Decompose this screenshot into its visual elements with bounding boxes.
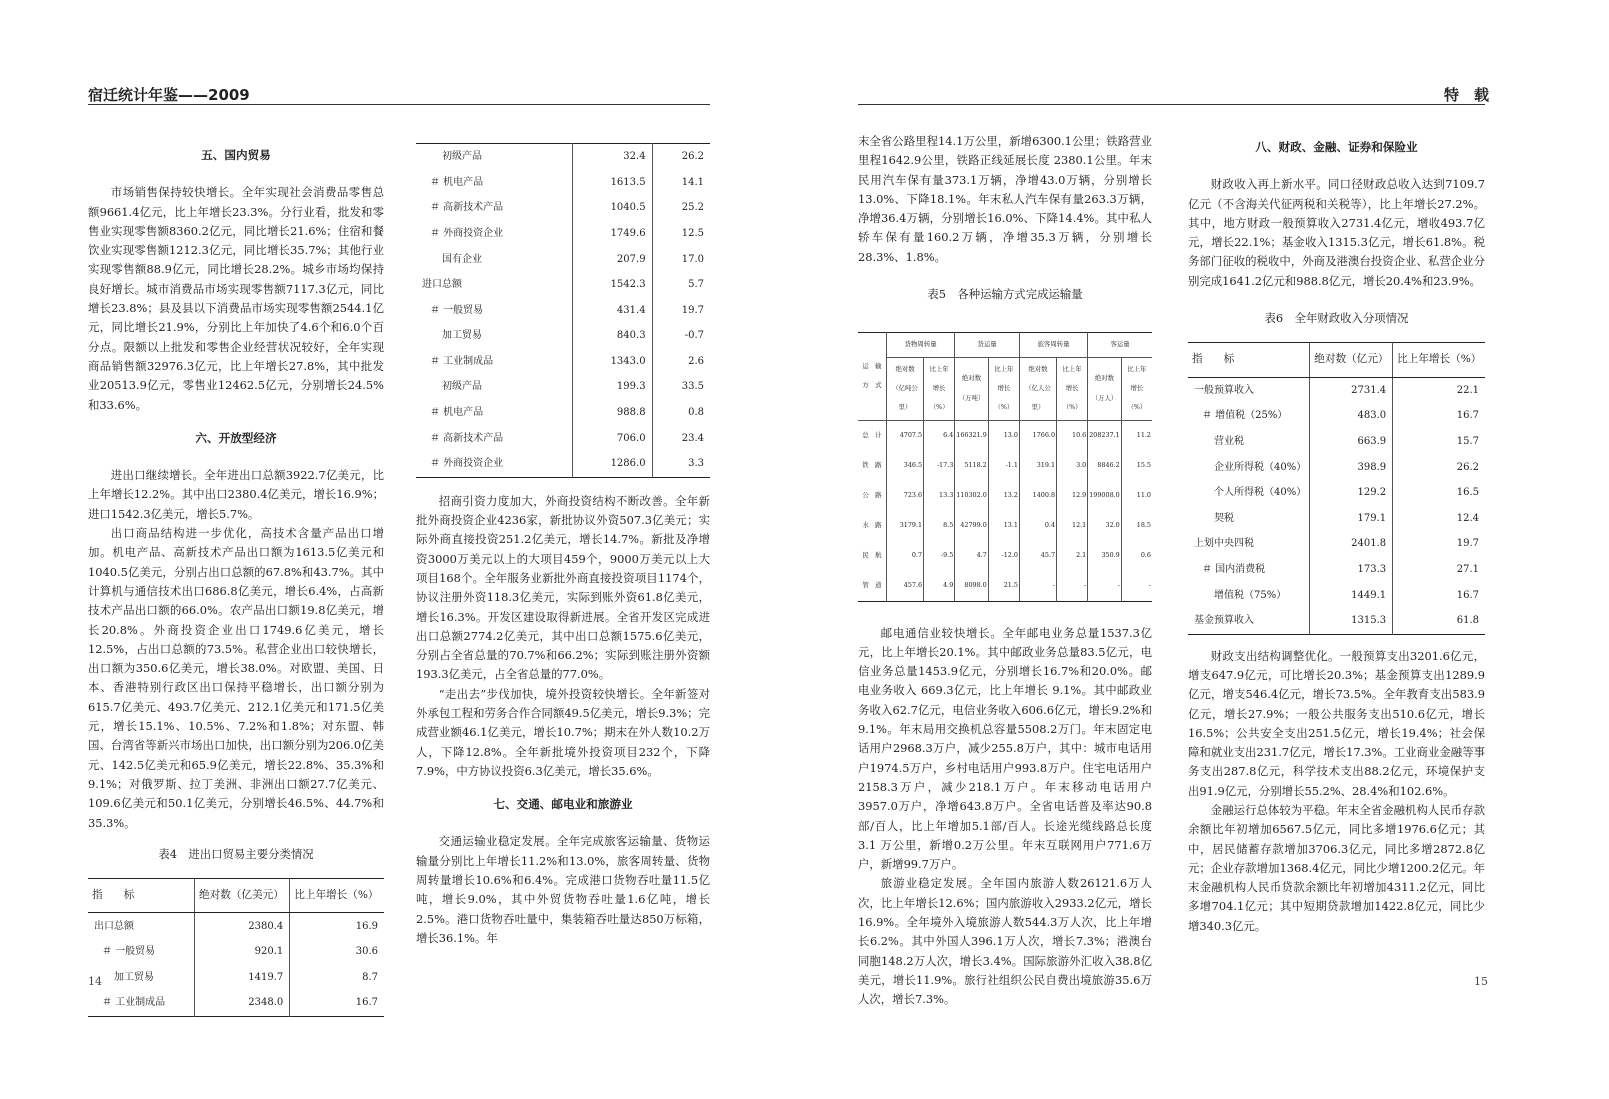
row-label: 上划中央四税	[1188, 531, 1310, 557]
table-header: 货运量	[955, 333, 1020, 357]
row-label: 铁 路	[858, 451, 887, 481]
row-label: ＃ 工业制成品	[416, 349, 572, 375]
row-label: 公 路	[858, 481, 887, 511]
left-column-1	[88, 132, 384, 1017]
row-label: ＃ 一般贸易	[416, 298, 572, 324]
table-cell: 10.6	[1057, 420, 1088, 451]
table-row	[88, 913, 384, 939]
table-subheader: 比上年 增长（%）	[988, 357, 1019, 420]
section-title-transport: 七、交通、邮电业和旅游业	[493, 797, 633, 812]
row-value-growth: 3.3	[688, 458, 704, 470]
row-value-growth: 25.2	[681, 202, 704, 214]
table-cell: 199008.0	[1088, 481, 1122, 511]
row-label: 增值税（75%）	[1188, 582, 1310, 608]
row-value-absolute: 706.0	[572, 426, 652, 452]
row-value-absolute: 32.4	[572, 144, 652, 170]
row-value-absolute: 129.2	[1310, 480, 1393, 506]
row-value-growth: 2.6	[688, 355, 704, 367]
table-row	[858, 420, 1152, 451]
row-label: ＃ 外商投资企业	[416, 451, 572, 477]
row-value-growth: 12.5	[681, 227, 704, 239]
table-row	[416, 426, 710, 452]
table-cell: 0.6	[1121, 541, 1152, 571]
paragraph: 邮电通信业较快增长。全年邮电业务总量1537.3亿元，比上年增长20.1%。其中邮政业务总量83.5亿元，电信业务总量1453.9亿元，分别增长16.7%和20.0%。邮电业务收入 669.3亿元，比上年增长 9.1%。其中邮政业务收入62.7亿元，电信业务收入606.6亿元，增长9.2%和9.1%。年末局用交换机总容量5508.2万门。年末固定电话用户2968.3万户，减少255.8万户，其中：城市电话用户1974.5万户，乡村电话用户993.8万户。住宅电话用户2158.3万户，减少218.1万户。年末移动电话用户3957.0万户，净增643.8万户。全省电话普及率达90.8部/百人，比上年增加5.1部/百人。长途光缆线路总长度 3.1 万公里，新增0.2万公里。年末互联网用户771.6万户，新增99.7万户。	[858, 625, 1152, 872]
row-value-absolute: 199.3	[572, 374, 652, 400]
row-label: 契税	[1188, 506, 1310, 532]
row-value-absolute: 1419.7	[195, 965, 290, 991]
row-label: 进口总额	[416, 272, 572, 298]
table-row	[1188, 608, 1485, 634]
table-row	[88, 990, 384, 1016]
row-value-absolute: 1749.6	[572, 221, 652, 247]
table-row	[858, 481, 1152, 511]
table-row	[1188, 429, 1485, 455]
table-cell: 6.4	[924, 420, 955, 451]
row-value-growth: 23.4	[681, 432, 704, 444]
row-label: ＃ 工业制成品	[88, 990, 195, 1016]
row-value-absolute: 483.0	[1310, 403, 1393, 429]
table-cell: 32.0	[1088, 511, 1122, 541]
row-value-absolute: 920.1	[195, 939, 290, 965]
table-cell: 11.2	[1121, 420, 1152, 451]
table-cell: 8846.2	[1088, 451, 1122, 481]
table-cell: 4707.5	[887, 420, 924, 451]
table4-part1	[88, 878, 384, 1017]
table6	[1188, 342, 1485, 634]
row-value-growth: 8.7	[362, 971, 378, 983]
table6-caption: 表6 全年财政收入分项情况	[1264, 311, 1409, 326]
right-column-1	[858, 132, 1152, 1010]
row-label: 初级产品	[416, 144, 572, 170]
row-label: ＃ 一般贸易	[88, 939, 195, 965]
table-row	[858, 511, 1152, 541]
row-value-growth: 30.6	[355, 946, 378, 958]
table-row	[1188, 582, 1485, 608]
table-row	[1188, 454, 1485, 480]
row-label: ＃ 机电产品	[416, 400, 572, 426]
table-subheader: 比上年 增长（%）	[1121, 357, 1152, 420]
row-value-growth: 5.7	[688, 279, 704, 291]
table-row	[416, 246, 710, 272]
row-label: ＃ 国内消费税	[1188, 557, 1310, 583]
table4-part2	[416, 143, 710, 478]
table-subheader: 绝对数 （万吨）	[955, 357, 989, 420]
row-value-growth: 16.9	[355, 920, 378, 932]
row-label: 个人所得税（40%）	[1188, 480, 1310, 506]
row-value-growth: 16.5	[1456, 487, 1479, 499]
table-row	[416, 400, 710, 426]
table-cell: 4.9	[924, 571, 955, 602]
running-header-right: 特 载	[1444, 86, 1490, 104]
row-value-absolute: 398.9	[1310, 454, 1393, 480]
table-header: 比上年增长（%）	[1393, 343, 1485, 377]
table-row	[88, 965, 384, 991]
row-value-absolute: 1286.0	[572, 451, 652, 477]
row-value-absolute: 663.9	[1310, 429, 1393, 455]
paragraph: 末全省公路里程14.1万公里，新增6300.1公里；铁路营业里程1642.9公里，铁路正线延展长度 2380.1公里。年末民用汽车保有量373.1万辆，净增43.0万辆，分别增长13.0%、下降18.1%。年末私人汽车保有量263.3万辆，净增36.4万辆，分别增长16.0%、下降14.4%。其中私人轿车保有量160.2万辆，净增35.3万辆，分别增长28.3%、1.8%。	[858, 134, 1152, 264]
header-rule-right	[858, 104, 1485, 105]
table-row	[416, 272, 710, 298]
section-title-open-economy: 六、开放型经济	[195, 430, 277, 445]
table-cell: -	[1121, 571, 1152, 602]
row-label: 企业所得税（40%）	[1188, 454, 1310, 480]
row-value-growth: 33.5	[681, 381, 704, 393]
table-cell: 8098.0	[955, 571, 989, 602]
row-label: 管 道	[858, 571, 887, 602]
table-header: 运 输 方 式	[858, 333, 887, 420]
table-cell: 3179.1	[887, 511, 924, 541]
row-value-growth: -0.7	[684, 330, 704, 342]
row-value-growth: 0.8	[688, 407, 704, 419]
table-header: 旅客周转量	[1019, 333, 1087, 357]
table-cell: -	[1019, 571, 1056, 602]
table-subheader: 比上年 增长（%）	[924, 357, 955, 420]
row-value-absolute: 173.3	[1310, 557, 1393, 583]
paragraph: “走出去”步伐加快，境外投资较快增长。全年新签对外承包工程和劳务合作合同额49.5亿美元，增长9.3%；完成营业额46.1亿美元，增长10.7%；期末在外人数10.2万人，下降12.8%。全年新批境外投资项目232个，下降7.9%，中方协议投资6.3亿美元，增长35.6%。	[416, 686, 710, 778]
row-value-growth: 27.1	[1456, 563, 1479, 575]
row-value-absolute: 207.9	[572, 246, 652, 272]
row-value-growth: 16.7	[1456, 410, 1479, 422]
table-cell: 13.1	[988, 511, 1019, 541]
row-value-growth: 26.2	[681, 151, 704, 163]
table4-caption: 表4 进出口贸易主要分类情况	[158, 846, 314, 861]
row-value-absolute: 840.3	[572, 323, 652, 349]
paragraph: 财政支出结构调整优化。一般预算支出3201.6亿元，增支647.9亿元，可比增长20.3%；基金预算支出1289.9亿元，增支546.4亿元，增长73.5%。全年教育支出583.9亿元，增长27.9%；一般公共服务支出510.6亿元，增长16.5%；公共安全支出251.5亿元，增长19.4%；社会保障和就业支出231.7亿元，增长17.3%。工业商业金融等事务支出287.8亿元，科学技术支出88.2亿元，环境保护支出91.9亿元，分别增长55.2%、28.4%和102.6%。	[1188, 648, 1485, 798]
table-cell: 13.0	[988, 420, 1019, 451]
table-cell: 166321.9	[955, 420, 989, 451]
table-cell: 42799.0	[955, 511, 989, 541]
paragraph: 进出口继续增长。全年进出口总额3922.7亿美元，比上年增长12.2%。其中出口2380.4亿美元，增长16.9%；进口1542.3亿美元，增长5.7%。	[88, 468, 384, 521]
table-row	[858, 541, 1152, 571]
row-value-absolute: 1040.5	[572, 195, 652, 221]
table-header: 客运量	[1088, 333, 1152, 357]
table-row	[416, 298, 710, 324]
table-cell: -12.0	[988, 541, 1019, 571]
row-label: 水 路	[858, 511, 887, 541]
running-header-left: 宿迁统计年鉴——2009	[88, 86, 250, 104]
table-row	[1188, 377, 1485, 403]
table-row	[416, 170, 710, 196]
table-cell: -1.1	[988, 451, 1019, 481]
table-row	[88, 939, 384, 965]
table-cell: 319.1	[1019, 451, 1056, 481]
table-row	[416, 221, 710, 247]
table-cell: 350.9	[1088, 541, 1122, 571]
table-cell: 21.5	[988, 571, 1019, 602]
paragraph: 交通运输业稳定发展。全年完成旅客运输量、货物运输量分别比上年增长11.2%和13.0%，旅客周转量、货物周转量增长10.6%和6.4%。完成港口货物吞吐量11.5亿吨，增长9.0%，其中外贸货物吞吐量1.6亿吨，增长2.5%。港口货物吞吐量中，集装箱吞吐量达850万标箱，增长36.1%。年	[416, 834, 710, 945]
paragraph: 财政收入再上新水平。同口径财政总收入达到7109.7亿元（不含海关代征两税和关税等），比上年增长27.2%。其中，地方财政一般预算收入2731.4亿元，增收493.7亿元，增长22.1%；基金收入1315.3亿元，增长61.8%。税务部门征收的税收中，外商及港澳台投资企业、私营企业分别完成1641.2亿元和988.8亿元，增长20.4%和23.9%。	[1188, 177, 1485, 288]
page-number-right: 15	[1474, 975, 1488, 988]
paragraph: 金融运行总体较为平稳。年末全省金融机构人民币存款余额比年初增加6567.5亿元，同比多增1976.6亿元；其中，居民储蓄存款增加3706.3亿元，同比多增2872.8亿元；企业存款增加1368.4亿元，同比少增1200.2亿元。年末金融机构人民币贷款余额比年初增加4311.2亿元，同比多增704.1亿元；其中短期贷款增加1422.8亿元，同比少增340.3亿元。	[1188, 802, 1485, 933]
table-cell: 3.0	[1057, 451, 1088, 481]
row-value-absolute: 1449.1	[1310, 582, 1393, 608]
row-value-growth: 16.7	[1456, 589, 1479, 601]
table-row	[416, 144, 710, 170]
table-row	[416, 323, 710, 349]
table-cell: 12.1	[1057, 511, 1088, 541]
table-cell: 13.2	[988, 481, 1019, 511]
row-value-absolute: 1542.3	[572, 272, 652, 298]
table-cell: -	[1057, 571, 1088, 602]
table-cell: 12.9	[1057, 481, 1088, 511]
row-label: ＃ 高新技术产品	[416, 195, 572, 221]
row-label: ＃ 机电产品	[416, 170, 572, 196]
table-cell: 5118.2	[955, 451, 989, 481]
table5-caption: 表5 各种运输方式完成运输量	[927, 287, 1083, 302]
section-title-domestic-trade: 五、国内贸易	[201, 148, 271, 162]
table-cell: 18.5	[1121, 511, 1152, 541]
row-value-absolute: 1315.3	[1310, 608, 1393, 634]
table-row	[416, 451, 710, 477]
row-value-absolute: 2348.0	[195, 990, 290, 1016]
right-column-2	[1188, 132, 1485, 936]
row-value-growth: 14.1	[681, 176, 704, 188]
table-cell: 457.6	[887, 571, 924, 602]
row-label: ＃ 增值税（25%）	[1188, 403, 1310, 429]
paragraph: 出口商品结构进一步优化，高技术含量产品出口增加。机电产品、高新技术产品出口额为1613.5亿美元和1040.5亿美元，分别占出口总额的67.8%和43.7%。其中计算机与通信技术出口686.8亿美元，增长6.4%，占高新技术产品出口额的66.0%。农产品出口额19.8亿美元，增长20.8%。外商投资企业出口1749.6亿美元，增长12.5%，占出口总额的73.5%。私营企业出口较快增长，出口额为350.6亿美元，增长38.0%。对欧盟、美国、日本、香港特别行政区出口保持平稳增长，出口额分别为615.7亿美元、493.7亿美元、212.1亿美元和171.5亿美元，增长15.1%、10.5%、7.2%和1.8%；对东盟、韩国、台湾省等新兴市场出口加快，出口额分别为206.0亿美元、142.5亿美元和65.9亿美元，增长22.8%、35.3%和9.1%；对俄罗斯、拉丁美洲、非洲出口额27.7亿美元、109.6亿美元和50.1亿美元，分别增长46.5%、44.7%和35.3%。	[88, 526, 384, 830]
table-row	[1188, 403, 1485, 429]
table-cell: 4.7	[955, 541, 989, 571]
table-subheader: 绝对数 （万人）	[1088, 357, 1122, 420]
table-header: 货物周转量	[887, 333, 955, 357]
row-value-absolute: 1343.0	[572, 349, 652, 375]
page-number-left: 14	[88, 975, 102, 988]
table-cell: 110302.0	[955, 481, 989, 511]
row-label: 基金预算收入	[1188, 608, 1310, 634]
row-value-growth: 26.2	[1456, 461, 1479, 473]
table-subheader: 绝对数 （亿人公里）	[1019, 357, 1056, 420]
row-value-growth: 19.7	[681, 304, 704, 316]
header-rule-left	[88, 104, 710, 105]
table-cell: -17.3	[924, 451, 955, 481]
right-page	[804, 0, 1609, 1099]
table-cell: 208237.1	[1088, 420, 1122, 451]
section-title-finance: 八、财政、金融、证券和保险业	[1255, 140, 1418, 154]
row-value-absolute: 2401.8	[1310, 531, 1393, 557]
row-value-growth: 19.7	[1456, 538, 1479, 550]
table-subheader: 绝对数 （亿吨公里）	[887, 357, 924, 420]
row-label: 民 航	[858, 541, 887, 571]
table-cell: 45.7	[1019, 541, 1056, 571]
table-header: 比上年增长（%）	[290, 879, 384, 913]
table-cell: 15.5	[1121, 451, 1152, 481]
row-label: 加工贸易	[88, 965, 195, 991]
table-row	[416, 349, 710, 375]
row-value-absolute: 2380.4	[195, 913, 290, 939]
paragraph: 旅游业稳定发展。全年国内旅游人数26121.6万人次，比上年增长12.6%；国内旅游收入2933.2亿元，增长16.9%。全年境外入境旅游人数544.3万人次，比上年增长6.2%。其中外国人396.1万人次，增长7.3%；港澳台同胞148.2万人次，增长3.4%。国际旅游外汇收入38.8亿美元，增长11.9%。旅行社组织公民自费出境旅游35.6万人次，增长7.3%。	[858, 876, 1152, 1007]
row-label: 加工贸易	[416, 323, 572, 349]
row-value-growth: 15.7	[1456, 436, 1479, 447]
table-subheader: 比上年 增长（%）	[1057, 357, 1088, 420]
table-row	[858, 451, 1152, 481]
row-label: 初级产品	[416, 374, 572, 400]
row-value-growth: 22.1	[1456, 384, 1479, 396]
table-cell: 723.6	[887, 481, 924, 511]
table-cell: 2.1	[1057, 541, 1088, 571]
row-value-growth: 12.4	[1456, 512, 1479, 524]
table-cell: 1766.0	[1019, 420, 1056, 451]
table-header: 绝对数（亿美元）	[195, 879, 290, 913]
table-header: 绝对数（亿元）	[1310, 343, 1393, 377]
row-label: ＃ 高新技术产品	[416, 426, 572, 452]
table-row	[1188, 531, 1485, 557]
paragraph: 招商引资力度加大，外商投资结构不断改善。全年新批外商投资企业4236家，新批协议外资507.3亿美元；实际外商直接投资251.2亿美元，增长14.7%。新批及净增资3000万美元以上的大项目459个，9000万美元以上大项目168个。全年服务业新批外商直接投资项目1174个，协议注册外资118.3亿美元，实际到账外资61.8亿美元，增长16.3%。开发区建设取得新进展。全省开发区完成进出口总额2774.2亿美元，其中出口总额1575.6亿美元，分别占全省总量的70.7%和66.2%；实际到账注册外资额193.3亿美元，占全省总量的77.0%。	[416, 493, 710, 682]
table-cell: 13.3	[924, 481, 955, 511]
table-cell: 0.4	[1019, 511, 1056, 541]
table-row	[416, 195, 710, 221]
row-value-absolute: 179.1	[1310, 506, 1393, 532]
table-cell: 346.5	[887, 451, 924, 481]
row-value-growth: 17.0	[681, 253, 704, 265]
table-cell: 1400.8	[1019, 481, 1056, 511]
row-value-absolute: 1613.5	[572, 170, 652, 196]
table-header: 指 标	[1188, 343, 1310, 377]
row-value-absolute: 988.8	[572, 400, 652, 426]
table-cell: 0.7	[887, 541, 924, 571]
row-label: 总 计	[858, 420, 887, 451]
row-value-growth: 16.7	[355, 997, 378, 1009]
row-label: 国有企业	[416, 246, 572, 272]
row-value-growth: 61.8	[1456, 615, 1479, 627]
table-cell: -	[1088, 571, 1122, 602]
table-cell: -9.5	[924, 541, 955, 571]
row-label: 一般预算收入	[1188, 377, 1310, 403]
row-value-absolute: 431.4	[572, 298, 652, 324]
left-page	[0, 0, 804, 1099]
row-label: 营业税	[1188, 429, 1310, 455]
table-row	[858, 571, 1152, 602]
table-row	[1188, 557, 1485, 583]
table-header: 指 标	[88, 879, 195, 913]
table5	[858, 332, 1152, 601]
table-cell: 8.5	[924, 511, 955, 541]
table-row	[1188, 480, 1485, 506]
row-label: ＃ 外商投资企业	[416, 221, 572, 247]
row-label: 出口总额	[88, 913, 195, 939]
table-row	[416, 374, 710, 400]
table-cell: 11.0	[1121, 481, 1152, 511]
row-value-absolute: 2731.4	[1310, 377, 1393, 403]
paragraph: 市场销售保持较快增长。全年实现社会消费品零售总额9661.4亿元，比上年增长23.3%。分行业看，批发和零售业实现零售额8360.2亿元，同比增长21.6%；住宿和餐饮业实现零售额1212.3亿元，同比增长35.7%；其他行业实现零售额88.9亿元，同比增长28.2%。城乡市场均保持良好增长。城市消费品市场实现零售额7117.3亿元，同比增长23.8%；县及县以下消费品市场实现零售额2544.1亿元，同比增长21.9%，分别比上年加快了4.6个和6.0个百分点。限额以上批发和零售企业经营状况较好，全年实现商品销售额32976.3亿元，比上年增长27.8%，其中批发业20513.9亿元，零售业12462.5亿元，分别增长24.5%和33.6%。	[88, 185, 384, 412]
table-row	[1188, 506, 1485, 532]
left-column-2	[416, 143, 710, 948]
